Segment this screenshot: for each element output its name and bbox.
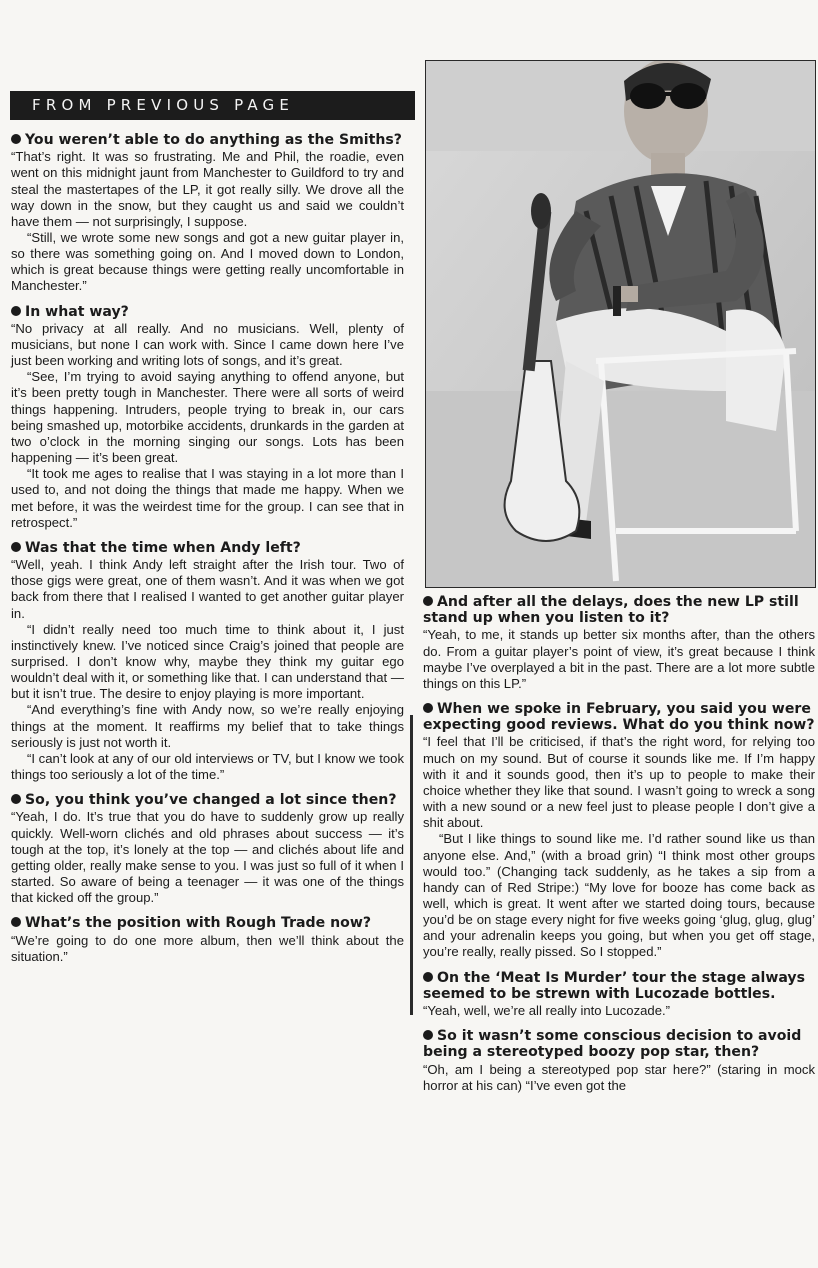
answer-paragraph: “I can’t look at any of our old interviews or TV, but I know we took things too seriously a lot of the time.” bbox=[11, 750, 404, 783]
question-heading: Was that the time when Andy left? bbox=[11, 540, 404, 556]
answer-paragraph: “I feel that I’ll be criticised, if that’s the right word, for relying too much on my sound. But of course it sounds like me. If I’m happy with it and it sounds good, then it’s up to people to make their choice whether they like that sound. I wasn’t going to wreck a song with a new sound or a new feel just to please people I don’t give a shit about. bbox=[423, 734, 815, 831]
qa-block bbox=[423, 701, 815, 961]
answer-paragraph: “We’re going to do one more album, then we’ll think about the situation.” bbox=[11, 932, 404, 964]
bullet-icon bbox=[11, 306, 21, 316]
musician-photo bbox=[425, 60, 816, 588]
answer-paragraph: “That’s right. It was so frustrating. Me and Phil, the roadie, even went on this midnight jaunt from Manchester to Guildford to try and steal the mastertapes of the LP, it got really silly. We drove all the way down in the snow, but they caught us and said we couldn’t have them — not surprisingly, I suppose. bbox=[11, 149, 404, 229]
qa-block bbox=[11, 915, 404, 965]
question-heading: On the ‘Meat Is Murder’ tour the stage always seemed to be strewn with Lucozade bottles. bbox=[423, 969, 805, 1002]
right-column bbox=[423, 594, 815, 1094]
question-heading: So it wasn’t some conscious decision to avoid being a stereotyped boozy pop star, then? bbox=[423, 1028, 802, 1061]
bullet-icon bbox=[11, 542, 21, 552]
answer-paragraph: “No privacy at all really. And no musicians. Well, plenty of musicians, but none I can work with. Since I came down here I’ve just been working and writing lots of songs, and it’s great. bbox=[11, 320, 404, 369]
question-heading: What’s the position with Rough Trade now? bbox=[11, 915, 404, 931]
bullet-icon bbox=[423, 596, 433, 606]
answer-paragraph: “Oh, am I being a stereotyped pop star here?” (staring in mock horror at his can) “I’ve even got the bbox=[423, 1061, 815, 1093]
answer-paragraph: “Yeah, well, we’re all really into Lucozade.” bbox=[423, 1003, 670, 1019]
answer-paragraph: “Well, yeah. I think Andy left straight after the Irish tour. Two of those gigs were great, one of them wasn’t. And it was when we got back from there that I realised I wanted to get another guitar player in. bbox=[11, 557, 404, 621]
answer-paragraph: “Still, we wrote some new songs and got a new guitar player in, so there was something going on. And I moved down to London, which is great because things were getting really uncomfortable in Manchester.” bbox=[11, 229, 404, 294]
answer-paragraph: “Yeah, to me, it stands up better six months after, than the others do. From a guitar player’s point of view, it’s great because I think maybe I’ve overplayed a bit in the past. There are a lot more subtle things on this LP.” bbox=[423, 627, 815, 691]
bullet-icon bbox=[11, 794, 21, 804]
answer-paragraph: “But I like things to sound like me. I’d rather sound like us than anyone else. And,” (with a broad grin) “I think most other groups would too.” (Changing tack suddenly, as he takes a sip from a handy can of Red Stripe:) “My love for booze has come back as well, which is great. It went after we started doing tours, because you’d be on stage every night for five weeks going ‘glug, glug, glug’ and your adrenalin keeps you going, but when you get off stage, you’re really, really pissed. So I stopped.” bbox=[423, 831, 815, 960]
qa-block bbox=[423, 1028, 815, 1094]
qa-block bbox=[11, 132, 404, 295]
continued-banner: FROM PREVIOUS PAGE bbox=[10, 91, 415, 120]
photo-illustration bbox=[426, 61, 816, 588]
question-heading: So, you think you’ve changed a lot since then? bbox=[11, 792, 404, 808]
qa-block bbox=[11, 792, 404, 906]
left-column bbox=[11, 132, 404, 965]
answer-paragraph: “And everything’s fine with Andy now, so we’re really enjoying things at the moment. It reaffirms my belief that to take things seriously is just not worth it. bbox=[11, 702, 404, 750]
question-heading: And after all the delays, does the new LP still stand up when you listen to it? bbox=[423, 594, 799, 627]
answer-paragraph: “Yeah, I do. It’s true that you do have to suddenly grow up really quickly. Well-worn clichés and old phrases about success — it’s tough at the top, it’s lonely at the top — and clichés about life and getting older, really make sense to you. I was just so full of it when I started. So aware of being a teenager — it was one of the things that kicked off the group.” bbox=[11, 809, 404, 906]
question-heading: You weren’t able to do anything as the Smiths? bbox=[11, 132, 404, 148]
bullet-icon bbox=[423, 1030, 433, 1040]
bullet-icon bbox=[423, 972, 433, 982]
answer-paragraph: “It took me ages to realise that I was staying in a lot more than I used to, and not doing the things that made me happy. When we met before, it was the weirdest time for the group. I can see that in retrospect.” bbox=[11, 466, 404, 530]
question-heading: In what way? bbox=[11, 304, 404, 320]
qa-block bbox=[11, 304, 404, 531]
bullet-icon bbox=[11, 917, 21, 927]
bullet-icon bbox=[423, 703, 433, 713]
bullet-icon bbox=[11, 134, 21, 144]
answer-paragraph: “See, I’m trying to avoid saying anything to offend anyone, but it’s been pretty tough in Manchester. There were all sorts of weird things happening. Intruders, people trying to break in, our cars being smashed up, motorbike accidents, drunkards in the garden at two o’clock in the morning singing our songs. Lots has been happening — it’s been great. bbox=[11, 369, 404, 466]
qa-block bbox=[423, 594, 815, 692]
qa-block bbox=[423, 970, 815, 1020]
qa-block bbox=[11, 540, 404, 783]
answer-paragraph: “I didn’t really need too much time to think about it, I just instinctively knew. I’ve noticed since Craig’s joined that people are surprised. I don’t know why, maybe they think my guitar ego wouldn’t deal with it, or something like that. I can understand that — but it isn’t true. The desire to enjoy playing is more important. bbox=[11, 621, 404, 702]
column-divider bbox=[410, 715, 413, 1015]
question-heading: When we spoke in February, you said you were expecting good reviews. What do you think now? bbox=[423, 701, 815, 734]
